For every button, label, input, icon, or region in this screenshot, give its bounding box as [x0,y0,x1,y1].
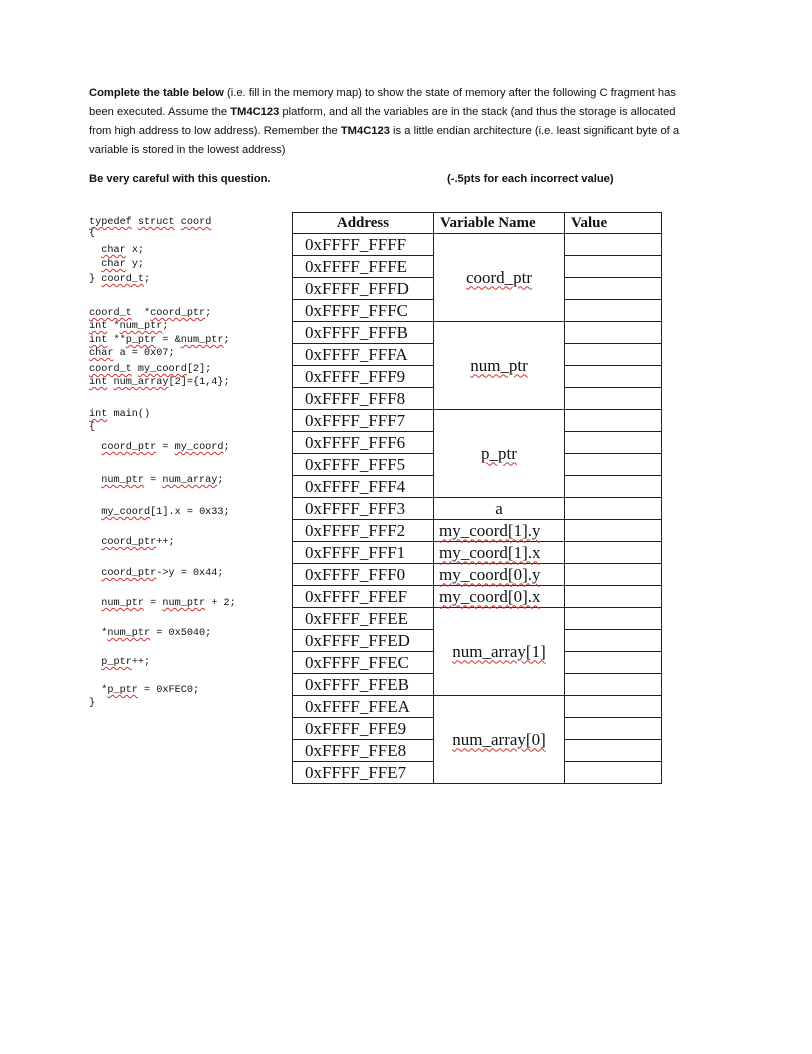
value-cell[interactable] [565,366,662,388]
value-cell[interactable] [565,542,662,564]
variable-name: num_array[1] [452,641,546,661]
variable-name: p_ptr [481,443,517,463]
address-cell: 0xFFFF_FFED [293,630,434,652]
variable-name-cell [434,608,565,696]
value-cell[interactable] [565,718,662,740]
variable-name-cell [434,322,565,410]
value-cell[interactable] [565,278,662,300]
value-cell[interactable] [565,564,662,586]
address-cell: 0xFFFF_FFF6 [293,432,434,454]
address-cell: 0xFFFF_FFFF [293,234,434,256]
variable-name-cell [434,564,565,586]
address-cell: 0xFFFF_FFF8 [293,388,434,410]
instructions-text-3: is a little endian architecture (i.e. least significant byte of a variable is stored in the lowest address) [89,125,680,156]
variable-name-cell [434,498,565,520]
code-line: } [89,698,96,709]
value-cell[interactable] [565,586,662,608]
value-cell[interactable] [565,322,662,344]
address-cell: 0xFFFF_FFF3 [293,498,434,520]
code-line: coord_t *coord_ptr; [89,308,212,319]
value-cell[interactable] [565,432,662,454]
address-cell: 0xFFFF_FFF4 [293,476,434,498]
address-cell: 0xFFFF_FFEC [293,652,434,674]
table-row [293,234,662,256]
penalty-text: (-.5pts for each incorrect value) [447,173,614,185]
variable-name: num_array[0] [452,729,546,749]
code-line: p_ptr++; [101,657,151,668]
value-cell[interactable] [565,762,662,784]
table-row [293,322,662,344]
value-cell[interactable] [565,520,662,542]
table-header-row [293,213,662,234]
variable-name: num_ptr [470,355,528,375]
address-cell: 0xFFFF_FFF5 [293,454,434,476]
table-row [293,498,662,520]
address-cell: 0xFFFF_FFE9 [293,718,434,740]
table-row [293,696,662,718]
platform-name-1: TM4C123 [230,106,280,118]
instructions-lead: Complete the table below [89,87,224,99]
header-value: Value [565,213,662,234]
instructions-text-2: platform, and all the variables are in the stack (and thus the storage is allocated from high address to low address). Remember the [89,106,676,137]
address-cell: 0xFFFF_FFEB [293,674,434,696]
address-cell: 0xFFFF_FFFD [293,278,434,300]
address-cell: 0xFFFF_FFFE [293,256,434,278]
table-row [293,542,662,564]
code-line: char x; [101,245,145,256]
value-cell[interactable] [565,256,662,278]
value-cell[interactable] [565,740,662,762]
code-line: coord_ptr = my_coord; [101,442,230,453]
caution-text: Be very careful with this question. [89,173,271,185]
table-row [293,520,662,542]
variable-name: my_coord[0].y [439,564,541,584]
variable-name-cell [434,542,565,564]
address-cell: 0xFFFF_FFFB [293,322,434,344]
value-cell[interactable] [565,652,662,674]
value-cell[interactable] [565,388,662,410]
value-cell[interactable] [565,410,662,432]
value-cell[interactable] [565,344,662,366]
code-line: int **p_ptr = &num_ptr; [89,335,230,346]
value-cell[interactable] [565,454,662,476]
code-line: int main() [89,409,151,420]
value-cell[interactable] [565,498,662,520]
variable-name-cell [434,410,565,498]
address-cell: 0xFFFF_FFEF [293,586,434,608]
platform-name-2: TM4C123 [340,125,390,137]
code-line: num_ptr = num_ptr + 2; [101,598,236,609]
header-address: Address [293,213,434,234]
variable-name-cell [434,696,565,784]
address-cell: 0xFFFF_FFF0 [293,564,434,586]
code-line: coord_ptr++; [101,537,175,548]
value-cell[interactable] [565,476,662,498]
address-cell: 0xFFFF_FFE7 [293,762,434,784]
code-line: coord_ptr->y = 0x44; [101,568,224,579]
address-cell: 0xFFFF_FFEA [293,696,434,718]
variable-name: my_coord[0].x [439,586,541,606]
code-line: char a = 0x07; [89,348,175,359]
address-cell: 0xFFFF_FFF1 [293,542,434,564]
code-line: { [89,228,96,239]
memory-map-table [292,212,662,784]
value-cell[interactable] [565,630,662,652]
code-line: { [89,422,96,433]
header-variable-name: Variable Name [434,213,565,234]
variable-name: coord_ptr [465,267,533,287]
table-row [293,410,662,432]
code-line: num_ptr = num_array; [101,475,224,486]
variable-name-cell [434,586,565,608]
variable-name: my_coord[1].x [439,542,541,562]
value-cell[interactable] [565,674,662,696]
address-cell: 0xFFFF_FFF9 [293,366,434,388]
variable-name: my_coord[1].y [439,520,541,540]
table-row [293,586,662,608]
table-row [293,608,662,630]
variable-name: a [495,498,503,518]
variable-name-cell [434,520,565,542]
address-cell: 0xFFFF_FFE8 [293,740,434,762]
variable-name-cell [434,234,565,322]
code-line: *p_ptr = 0xFEC0; [89,685,200,696]
code-line: my_coord[1].x = 0x33; [101,507,230,518]
instructions-paragraph [89,84,689,160]
value-cell[interactable] [565,608,662,630]
address-cell: 0xFFFF_FFF7 [293,410,434,432]
code-line: char y; [101,259,145,270]
address-cell: 0xFFFF_FFFC [293,300,434,322]
value-cell[interactable] [565,696,662,718]
warning-row [89,173,689,189]
code-line: int *num_ptr; [89,321,169,332]
code-line: *num_ptr = 0x5040; [89,628,212,639]
code-line: coord_t my_coord[2]; [89,364,212,375]
code-line: int num_array[2]={1,4}; [89,377,230,388]
code-line: typedef struct coord [89,217,212,228]
instructions-text-1: (i.e. fill in the memory map) to show the state of memory after the following C fragment has been executed. Assume the [89,87,676,118]
address-cell: 0xFFFF_FFEE [293,608,434,630]
address-cell: 0xFFFF_FFF2 [293,520,434,542]
table-row [293,564,662,586]
value-cell[interactable] [565,300,662,322]
address-cell: 0xFFFF_FFFA [293,344,434,366]
code-line: } coord_t; [89,274,151,285]
value-cell[interactable] [565,234,662,256]
